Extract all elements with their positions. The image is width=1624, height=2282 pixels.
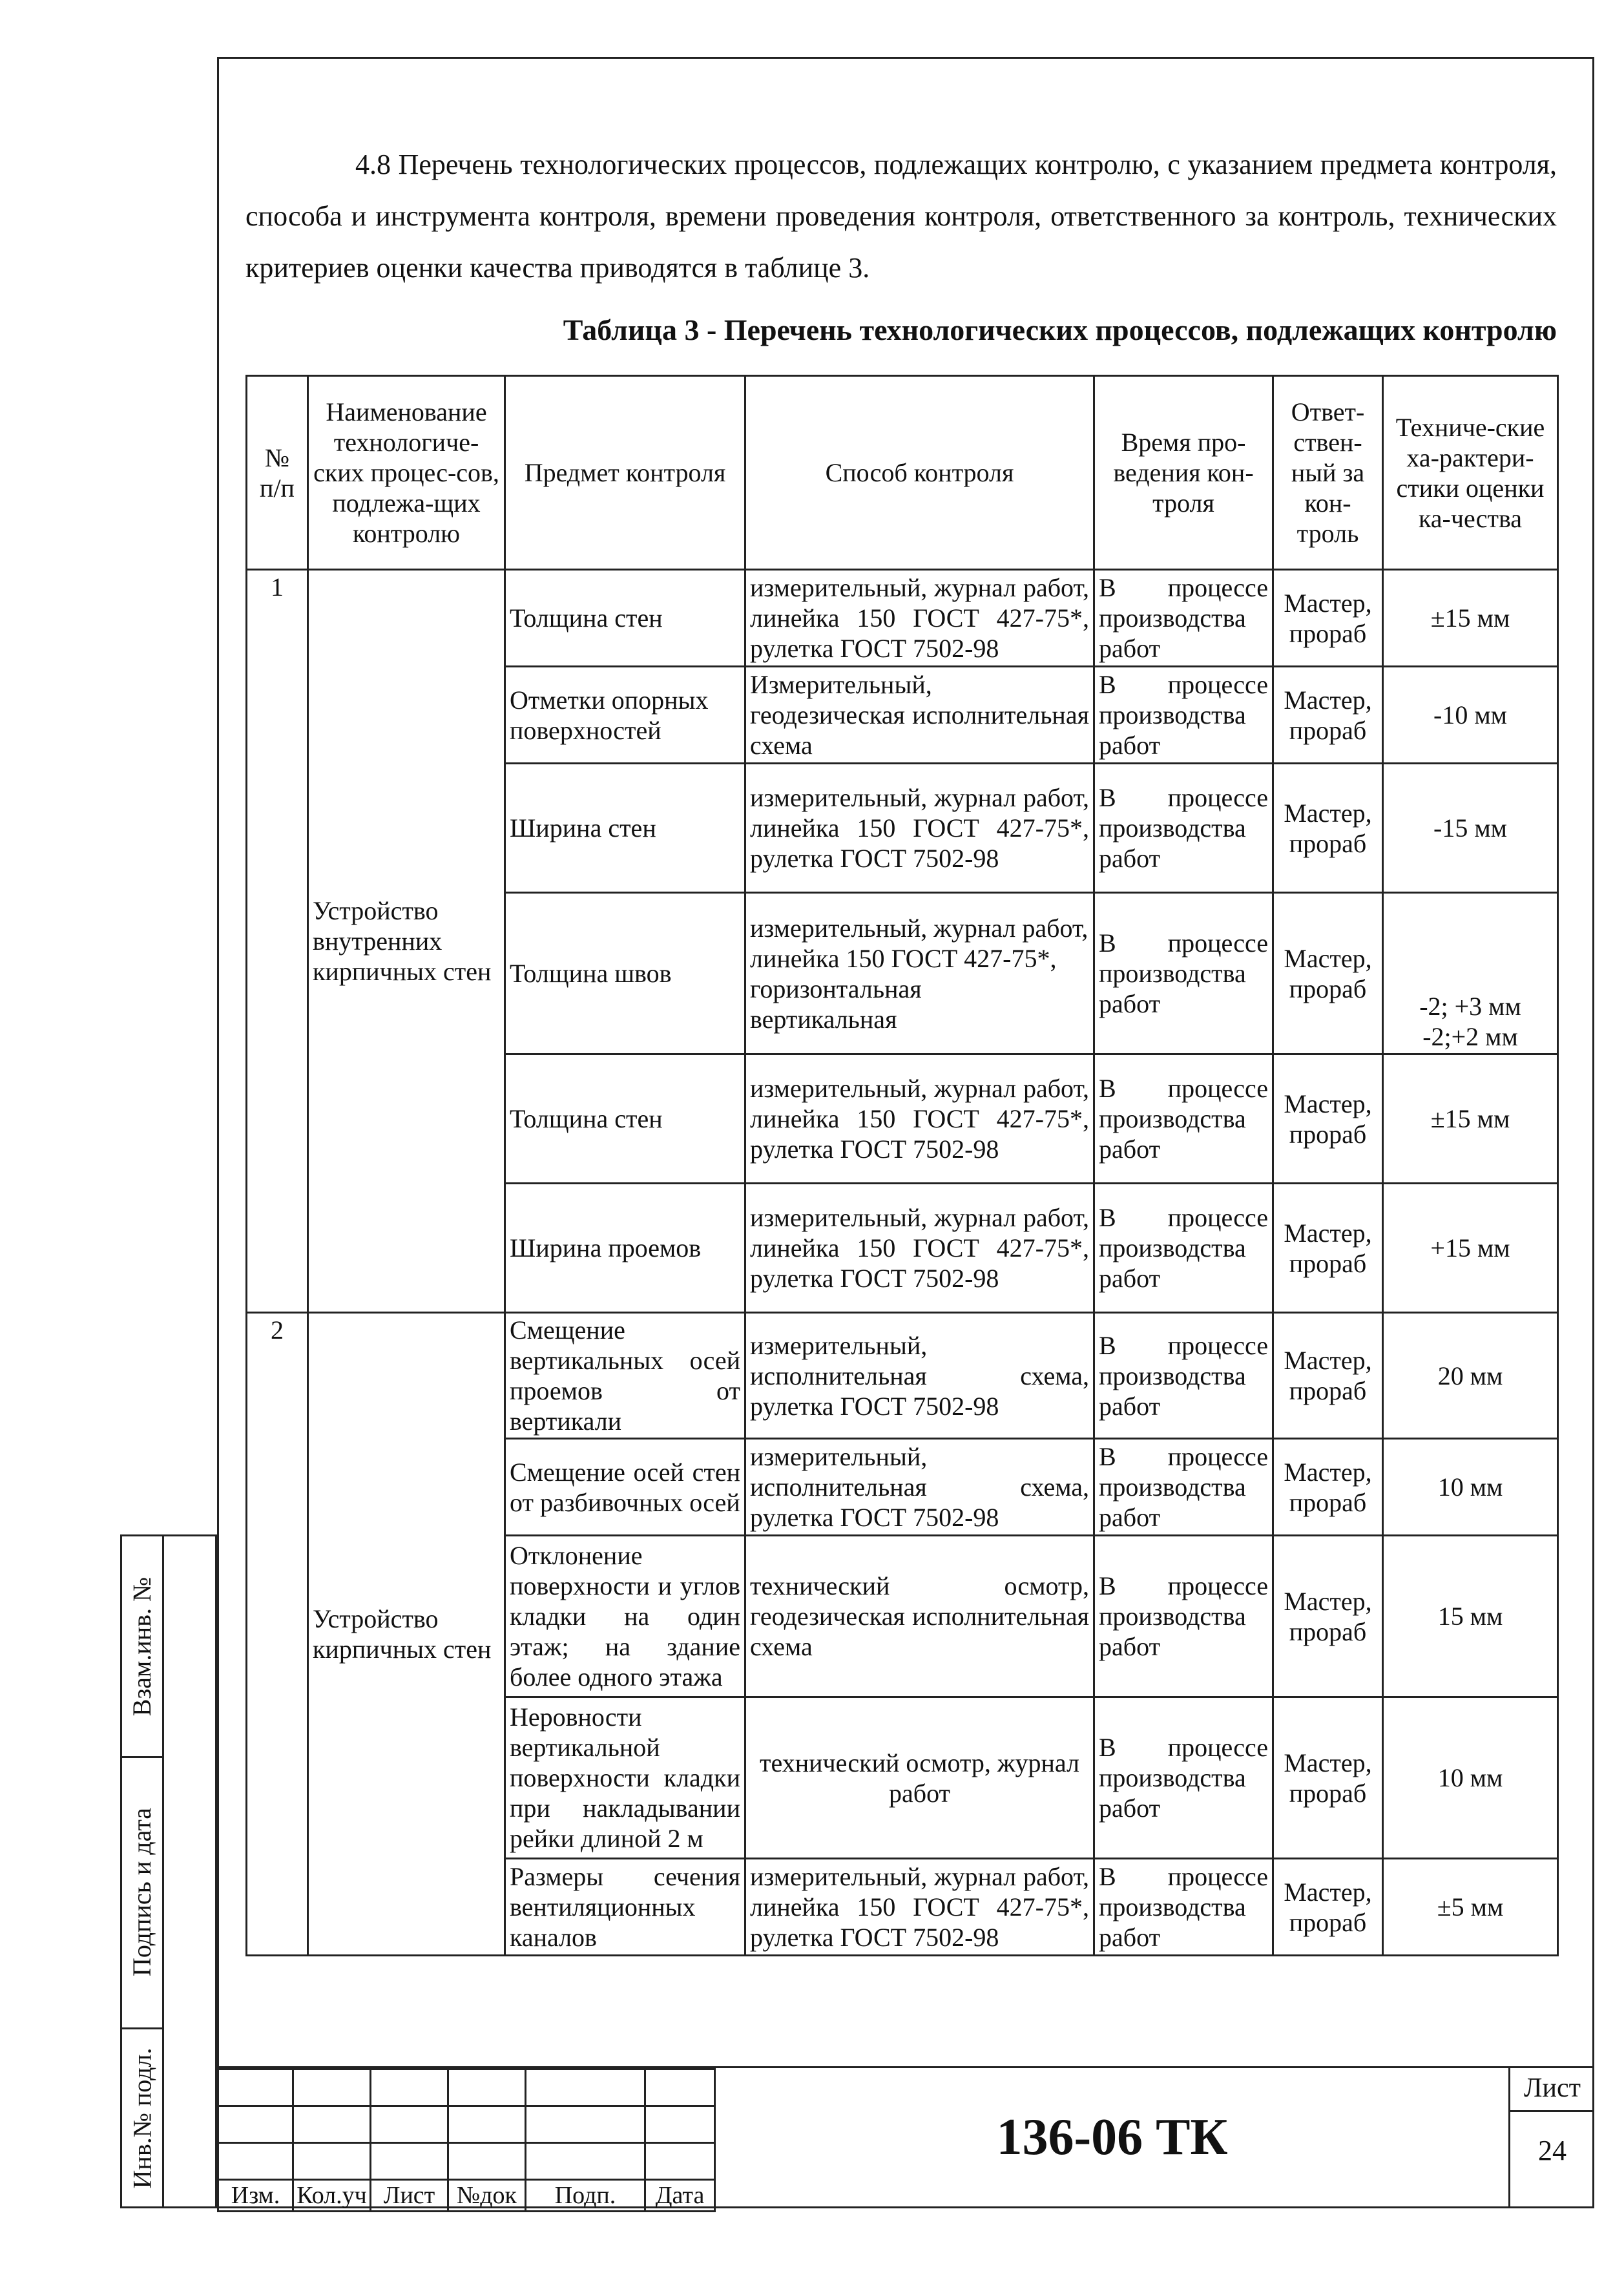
label-ndok: №док <box>448 2180 526 2212</box>
label-data: Дата <box>645 2180 715 2212</box>
header-time: Время про-ведения кон-троля <box>1094 376 1273 570</box>
intro-text: 4.8 Перечень технологических процессов, подлежащих контролю, с указанием предмета контроля, способа и инструмента контроля, времени проведения контроля, ответственного за контроль, технических критериев оценки качества приводятся в таблице 3. <box>245 149 1557 284</box>
cell-resp: Мастер, прораб <box>1273 1439 1383 1536</box>
cell-subject: Размеры сечения вентиляционных каналов <box>505 1859 745 1956</box>
side-stamp <box>120 1534 217 2208</box>
cell-subject: Неровности вертикальной поверхности кладки при накладывании рейки длиной 2 м <box>505 1697 745 1859</box>
cell-subject: Отметки опорных поверхностей <box>505 667 745 764</box>
cell-subject: Толщина стен <box>505 1054 745 1184</box>
cell-time: В процессе производства работ <box>1094 667 1273 764</box>
label-kol: Кол.уч <box>293 2180 371 2212</box>
side-cell-inv <box>122 2027 162 2208</box>
cell-resp: Мастер, прораб <box>1273 570 1383 667</box>
side-label-inv: Инв.№ подл. <box>127 2047 157 2188</box>
cell-method: измерительный, исполнительная схема, рулетка ГОСТ 7502-98 <box>745 1313 1094 1439</box>
cell-time: В процессе производства работ <box>1094 1697 1273 1859</box>
cell-subject: Толщина швов <box>505 893 745 1054</box>
sheet-label: Лист <box>1510 2066 1594 2112</box>
group-num: 2 <box>247 1313 308 1956</box>
cell-criteria: 15 мм <box>1383 1536 1558 1697</box>
table-caption: Таблица 3 - Перечень технологических процессов, подлежащих контролю <box>563 313 1557 346</box>
cell-time: В процессе производства работ <box>1094 570 1273 667</box>
document-designation: 136-06 ТК <box>714 2066 1508 2208</box>
header-subject: Предмет контроля <box>505 376 745 570</box>
cell-criteria: +15 мм <box>1383 1184 1558 1313</box>
intro-paragraph <box>245 139 1557 294</box>
cell-subject: Толщина стен <box>505 570 745 667</box>
sheet-number: 24 <box>1538 2135 1567 2166</box>
cell-subject: Смещение осей стен от разбивочных осей <box>505 1439 745 1536</box>
cell-resp: Мастер, прораб <box>1273 1536 1383 1697</box>
side-label-vzam: Взам.инв. № <box>127 1576 157 1716</box>
table-header-row <box>247 376 1558 570</box>
header-resp: Ответ-ствен-ный за кон-троль <box>1273 376 1383 570</box>
cell-criteria: -10 мм <box>1383 667 1558 764</box>
cell-resp: Мастер, прораб <box>1273 667 1383 764</box>
cell-subject: Смещение вертикальных осей проемов от вертикали <box>505 1313 745 1439</box>
control-table <box>245 375 1559 1956</box>
group-process: Устройство кирпичных стен <box>308 1313 505 1956</box>
header-process: Наименование технологиче-ских процес-сов, подлежа-щих контролю <box>308 376 505 570</box>
label-podp: Подп. <box>526 2180 645 2212</box>
cell-criteria: ±5 мм <box>1383 1859 1558 1956</box>
cell-resp: Мастер, прораб <box>1273 1697 1383 1859</box>
cell-resp: Мастер, прораб <box>1273 893 1383 1054</box>
cell-subject: Отклонение поверхности и углов кладки на один этаж; на здание более одного этажа <box>505 1536 745 1697</box>
cell-resp: Мастер, прораб <box>1273 1859 1383 1956</box>
cell-time: В процессе производства работ <box>1094 1536 1273 1697</box>
cell-method: измерительный, журнал работ, линейка 150 ГОСТ 427-75*, горизонтальная вертикальная <box>745 893 1094 1054</box>
cell-method: технический осмотр, журнал работ <box>745 1697 1094 1859</box>
cell-resp: Мастер, прораб <box>1273 1313 1383 1439</box>
cell-subject: Ширина стен <box>505 764 745 893</box>
cell-method: измерительный, журнал работ, линейка 150 ГОСТ 427-75*, рулетка ГОСТ 7502-98 <box>745 1054 1094 1184</box>
cell-method: Измерительный, геодезическая исполнительная схема <box>745 667 1094 764</box>
cell-method: измерительный, журнал работ, линейка 150 ГОСТ 427-75*, рулетка ГОСТ 7502-98 <box>745 764 1094 893</box>
label-izm: Изм. <box>218 2180 293 2212</box>
cell-method: технический осмотр, геодезическая исполнительная схема <box>745 1536 1094 1697</box>
cell-time: В процессе производства работ <box>1094 893 1273 1054</box>
cell-subject: Ширина проемов <box>505 1184 745 1313</box>
revision-labels-row <box>218 2180 715 2212</box>
cell-criteria: 20 мм <box>1383 1313 1558 1439</box>
cell-resp: Мастер, прораб <box>1273 1054 1383 1184</box>
cell-criteria: ±15 мм <box>1383 1054 1558 1184</box>
cell-method: измерительный, журнал работ, линейка 150 ГОСТ 427-75*, рулетка ГОСТ 7502-98 <box>745 1184 1094 1313</box>
group-num: 1 <box>247 570 308 1313</box>
side-label-podpis: Подпись и дата <box>127 1807 157 1976</box>
cell-criteria: 10 мм <box>1383 1439 1558 1536</box>
sheet-box <box>1508 2066 1594 2208</box>
cell-criteria: -2; +3 мм -2;+2 мм <box>1383 893 1558 1054</box>
header-method: Способ контроля <box>745 376 1094 570</box>
cell-criteria: 10 мм <box>1383 1697 1558 1859</box>
cell-method: измерительный, исполнительная схема, рулетка ГОСТ 7502-98 <box>745 1439 1094 1536</box>
cell-time: В процессе производства работ <box>1094 764 1273 893</box>
cell-criteria: -15 мм <box>1383 764 1558 893</box>
cell-time: В процессе производства работ <box>1094 1184 1273 1313</box>
revision-table <box>217 2068 716 2212</box>
table-row <box>247 570 1558 667</box>
cell-time: В процессе производства работ <box>1094 1859 1273 1956</box>
table-row <box>247 1313 1558 1439</box>
cell-time: В процессе производства работ <box>1094 1439 1273 1536</box>
label-list: Лист <box>371 2180 448 2212</box>
cell-resp: Мастер, прораб <box>1273 1184 1383 1313</box>
group-process: Устройство внутренних кирпичных стен <box>308 570 505 1313</box>
cell-resp: Мастер, прораб <box>1273 764 1383 893</box>
cell-method: измерительный, журнал работ, линейка 150 ГОСТ 427-75*, рулетка ГОСТ 7502-98 <box>745 1859 1094 1956</box>
cell-criteria: ±15 мм <box>1383 570 1558 667</box>
cell-method: измерительный, журнал работ, линейка 150 ГОСТ 427-75*, рулетка ГОСТ 7502-98 <box>745 570 1094 667</box>
side-cell-vzam <box>122 1536 162 1758</box>
side-stamp-divider <box>162 1536 164 2206</box>
cell-time: В процессе производства работ <box>1094 1054 1273 1184</box>
side-cell-podpis <box>122 1756 162 2029</box>
cell-time: В процессе производства работ <box>1094 1313 1273 1439</box>
header-num: № п/п <box>247 376 308 570</box>
header-criteria: Техниче-ские ха-рактери-стики оценки ка-чества <box>1383 376 1558 570</box>
